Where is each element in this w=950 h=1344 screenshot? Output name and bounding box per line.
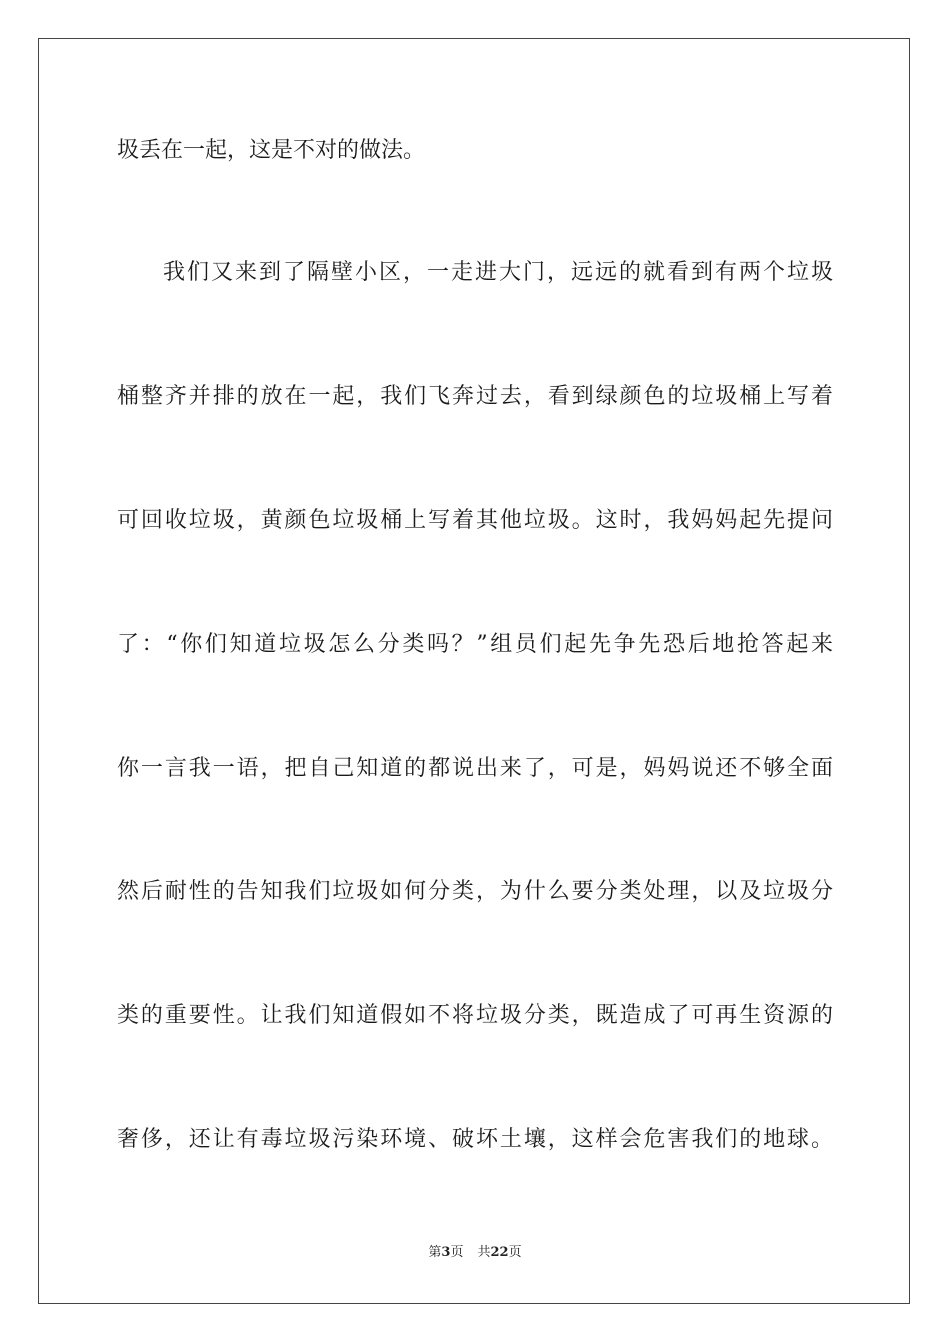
text-line-7: 然后耐性的告知我们垃圾如何分类，为什么要分类处理，以及垃圾分 [117, 879, 833, 904]
text-line-8: 类的重要性。让我们知道假如不将垃圾分类，既造成了可再生资源的 [117, 1003, 833, 1028]
total-suffix: 页 [508, 1245, 522, 1260]
text-line-4: 可回收垃圾，黄颜色垃圾桶上写着其他垃圾。这时，我妈妈起先提问 [117, 508, 833, 533]
total-prefix: 共 [477, 1245, 491, 1260]
page-suffix: 页 [450, 1245, 464, 1260]
text-line-9: 奢侈，还让有毒垃圾污染环境、破坏土壤，这样会危害我们的地球。 [117, 1127, 833, 1152]
text-line-2: 我们又来到了隔壁小区，一走进大门，远远的就看到有两个垃圾 [163, 260, 833, 285]
text-line-5: 了：“你们知道垃圾怎么分类吗？”组员们起先争先恐后地抢答起来 [117, 632, 833, 657]
text-line-6: 你一言我一语，把自己知道的都说出来了，可是，妈妈说还不够全面 [117, 756, 833, 781]
total-pages: 22 [490, 1245, 509, 1260]
page-number: 3 [441, 1245, 451, 1260]
page-border [38, 38, 910, 1304]
page-prefix: 第 [428, 1245, 442, 1260]
text-line-1: 圾丢在一起，这是不对的做法。 [117, 138, 426, 163]
text-line-3: 桶整齐并排的放在一起，我们飞奔过去，看到绿颜色的垃圾桶上写着 [117, 384, 833, 409]
page-footer [0, 1244, 950, 1262]
